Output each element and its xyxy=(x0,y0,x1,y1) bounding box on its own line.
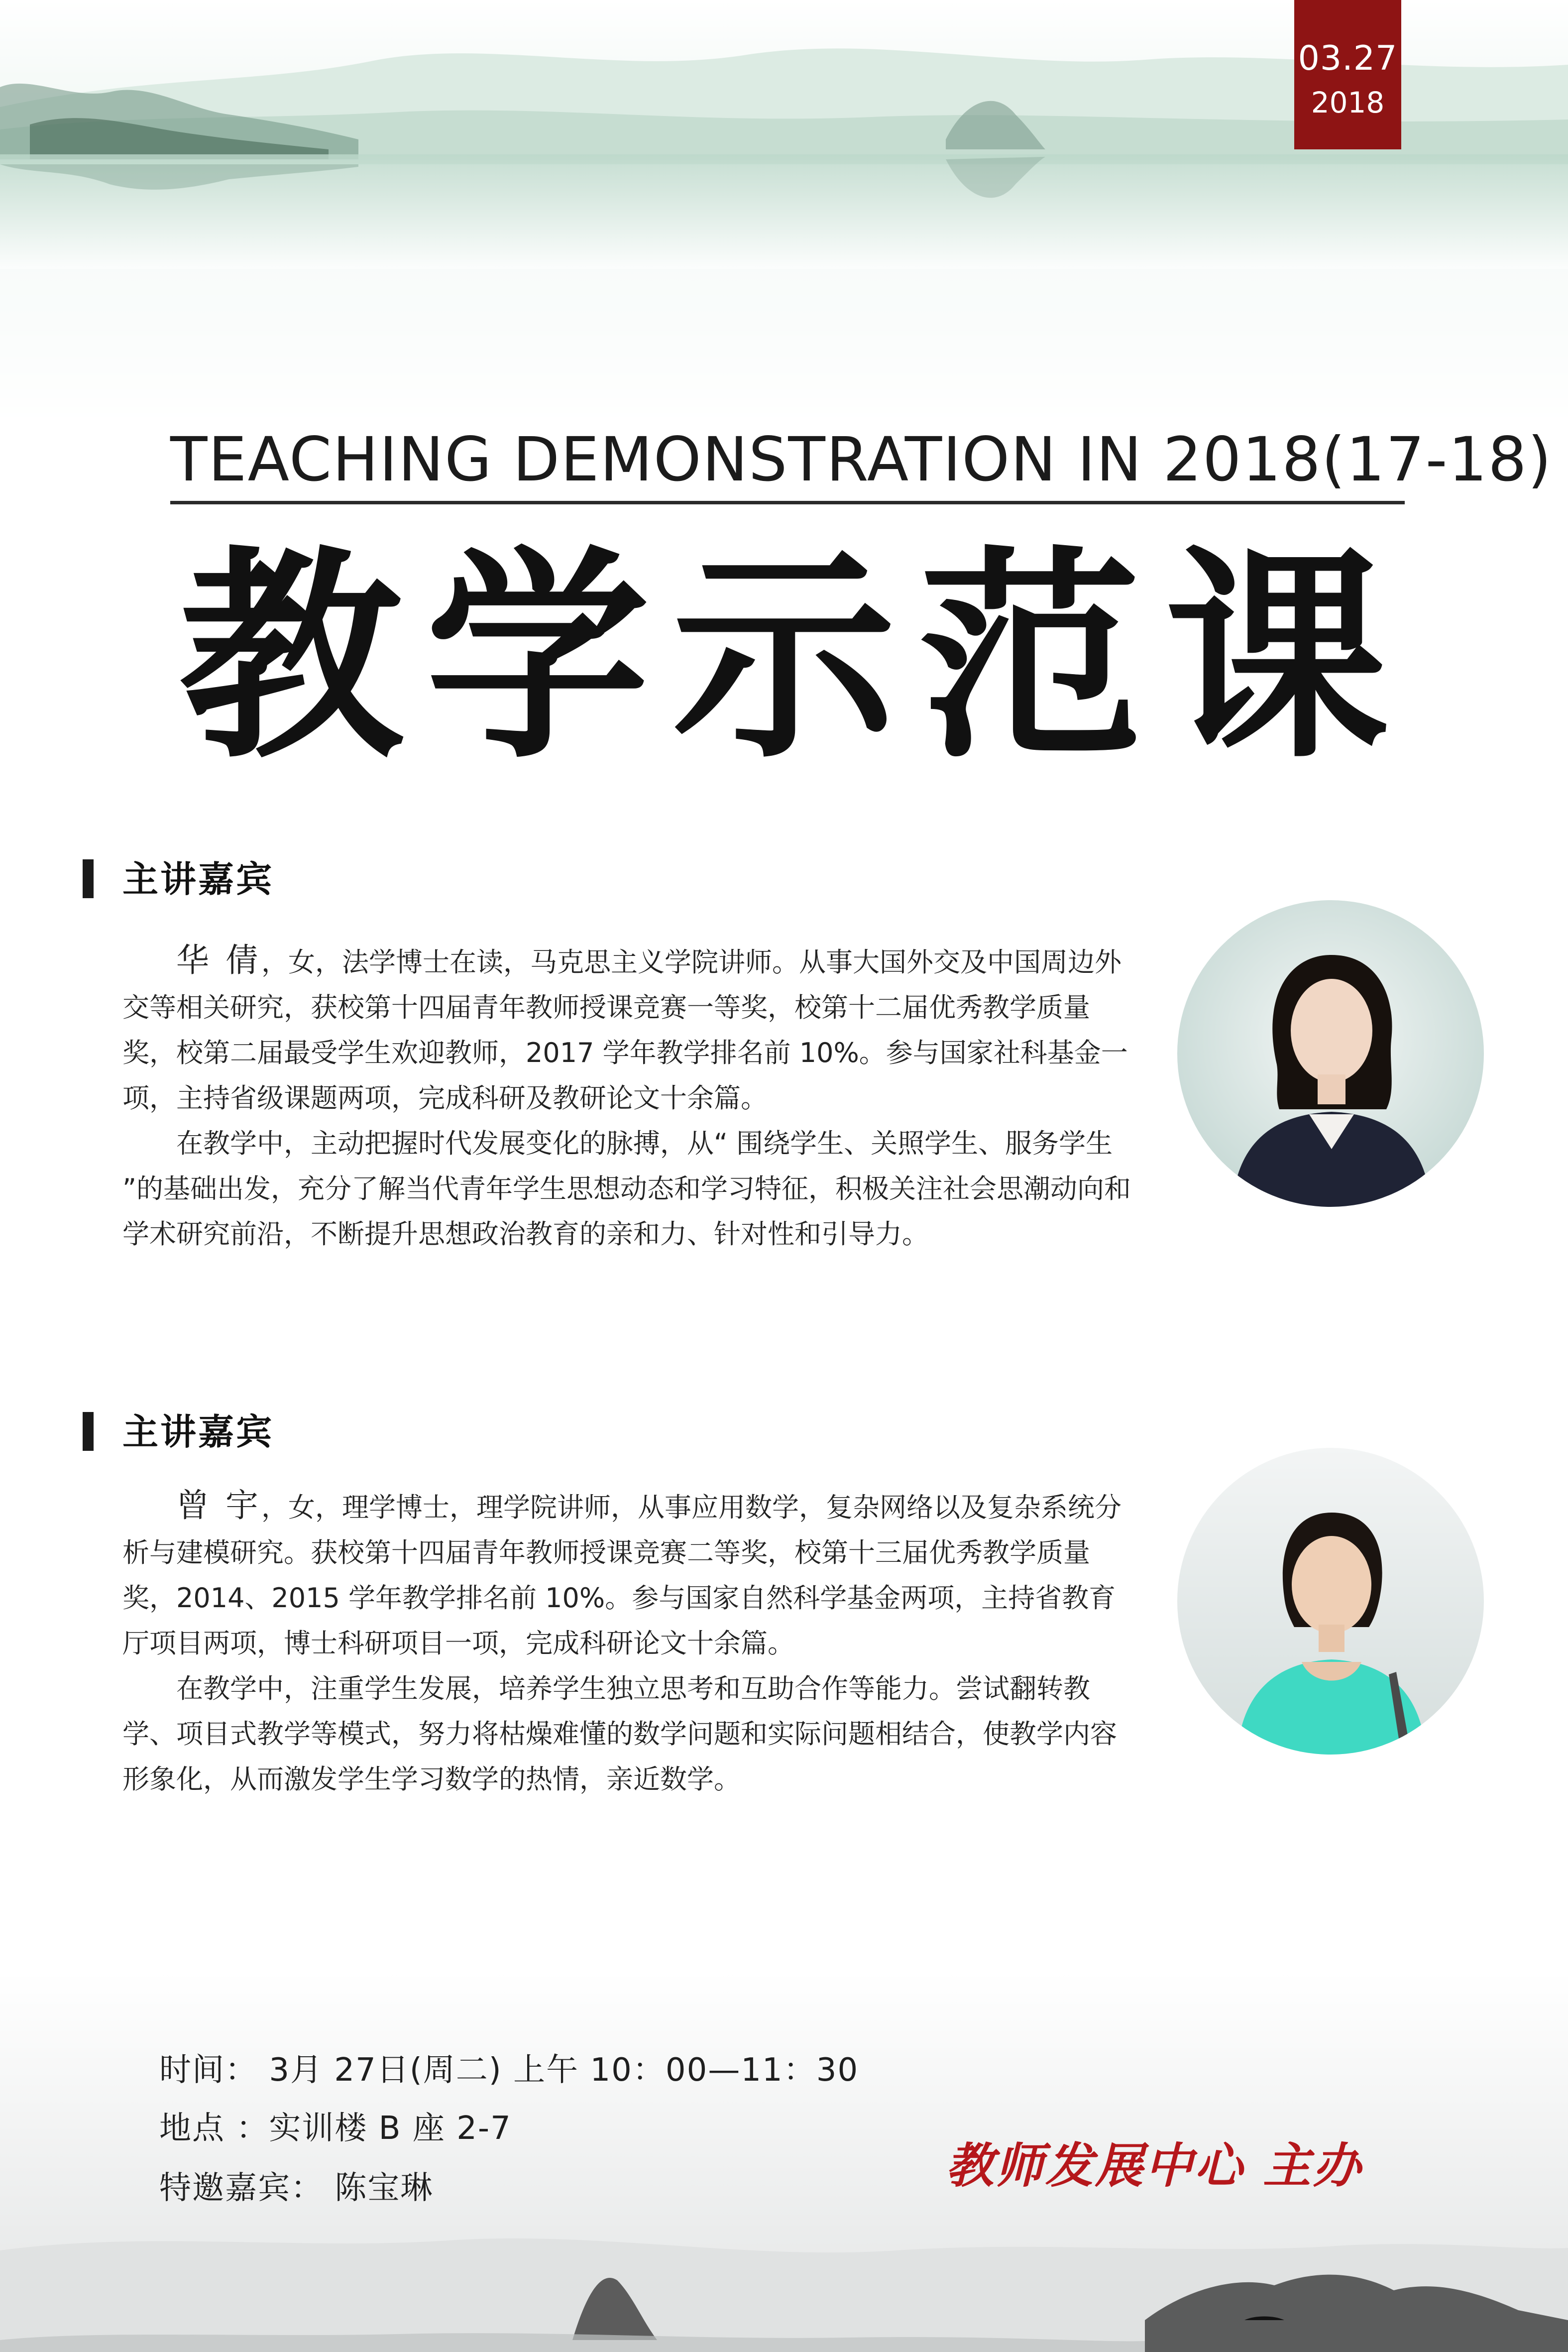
title-char: 示 xyxy=(672,525,896,789)
heading-marker xyxy=(83,1412,94,1451)
date-badge xyxy=(1294,0,1401,149)
english-title: TEACHING DEMONSTRATION IN 2018(17-18) xyxy=(170,424,1553,495)
title-char: 课 xyxy=(1165,525,1389,789)
speaker-2-portrait xyxy=(1177,1448,1484,1755)
speaker-2-intro-text: ，女，理学博士，理学院讲师，从事应用数学，复杂网络以及复杂系统分析与建模研究。获校第十四届青年教师授课竞赛二等奖，校第十三届优秀教学质量奖，2014、2015 学年教学排名前 10%。参与国家自然科学基金两项，主持省教育厅项目两项，博士科研项目一项，完成科研论文十余篇。 xyxy=(122,1492,1121,1659)
section-label: 主讲嘉宾 xyxy=(122,858,274,900)
date-year: 2018 xyxy=(1311,86,1385,119)
speaker-2-intro xyxy=(122,1483,1133,1666)
speaker-1-intro xyxy=(122,938,1133,1121)
speaker-2-name: 曾 宇 xyxy=(176,1486,261,1525)
event-time: 时间： 3月 27日(周二) 上午 10：00—11：30 xyxy=(159,2052,859,2089)
title-char: 范 xyxy=(918,525,1142,789)
title-char: 教 xyxy=(179,525,403,789)
title-char: 学 xyxy=(426,525,650,789)
speaker-1-teaching: 在教学中，主动把握时代发展变化的脉搏，从“ 围绕学生、关照学生、服务学生 ”的基础出发，充分了解当代青年学生思想动态和学习特征，积极关注社会思潮动向和学术研究前沿，不断提升思想政治教育的亲和力、针对性和引导力。 xyxy=(122,1128,1131,1250)
speaker-1-name: 华 倩 xyxy=(176,941,261,979)
speaker-2-teaching: 在教学中，注重学生发展，培养学生独立思考和互助合作等能力。尝试翻转教学、项目式教学等模式，努力将枯燥难懂的数学问题和实际问题相结合，使教学内容形象化，从而激发学生学习数学的热情，亲近数学。 xyxy=(122,1673,1117,1795)
speaker-1-intro-text: ，女，法学博士在读，马克思主义学院讲师。从事大国外交及中国周边外交等相关研究，获校第十四届青年教师授课竞赛一等奖，校第十二届优秀教学质量奖，校第二届最受学生欢迎教师，2017 学年教学排名前 10%。参与国家社科基金一项，主持省级课题两项，完成科研及教研论文十余篇。 xyxy=(122,946,1128,1114)
date-month-day: 03.27 xyxy=(1298,39,1398,78)
speaker-1-bio xyxy=(122,938,1133,1257)
chinese-calligraphy-title xyxy=(179,525,1389,789)
special-guest: 特邀嘉宾： 陈宝琳 xyxy=(159,2170,434,2207)
title-divider xyxy=(170,501,1405,504)
speaker-2-bio xyxy=(122,1483,1133,1802)
organizer: 教师发展中心 主办 xyxy=(946,2137,1363,2194)
event-place: 地点 ：实训楼 B 座 2-7 xyxy=(159,2110,512,2147)
heading-marker xyxy=(83,859,94,898)
speaker-1-portrait xyxy=(1177,900,1484,1207)
section-label: 主讲嘉宾 xyxy=(122,1411,274,1453)
